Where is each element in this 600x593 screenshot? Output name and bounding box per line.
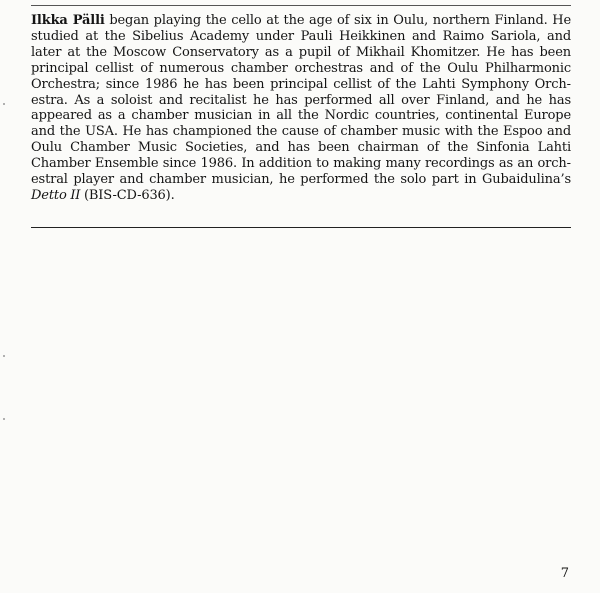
biography-paragraph: [31, 13, 571, 204]
scan-speck: [3, 103, 5, 105]
scan-speck: [3, 418, 5, 420]
bottom-rule: [31, 227, 571, 228]
catalogue-reference: (BIS-CD-636).: [80, 187, 175, 203]
scan-speck: [3, 355, 5, 357]
page-number: 7: [560, 566, 569, 581]
work-title: Detto II: [31, 187, 81, 203]
performer-name: Ilkka Pälli: [31, 13, 105, 28]
biography-text: began playing the cello at the age of six in Oulu, northern Finland. He studied at the Sibelius Academy under Pauli Heikkinen and Raimo Sariola, and later at the Moscow Conservatory as a pupil of Mikhail Khomitzer. He has been principal cellist of numerous chamber orchestras and of the Oulu Philharmonic Orchestra; since 1986 he has been principal cellist of the Lahti Symphony Orchestra. As a soloist and recitalist he has performed all over Finland, and he has appeared as a chamber musician in all the Nordic countries, continental Europe and the USA. He has championed the cause of chamber music with the Espoo and Oulu Chamber Music Societies, and has been chairman of the Sinfonia Lahti Chamber Ensemble since 1986. In addition to making many recordings as an orchestral player and chamber musician, he performed the solo part in Gubaidulina’s: [31, 13, 571, 188]
top-rule: [31, 5, 571, 6]
